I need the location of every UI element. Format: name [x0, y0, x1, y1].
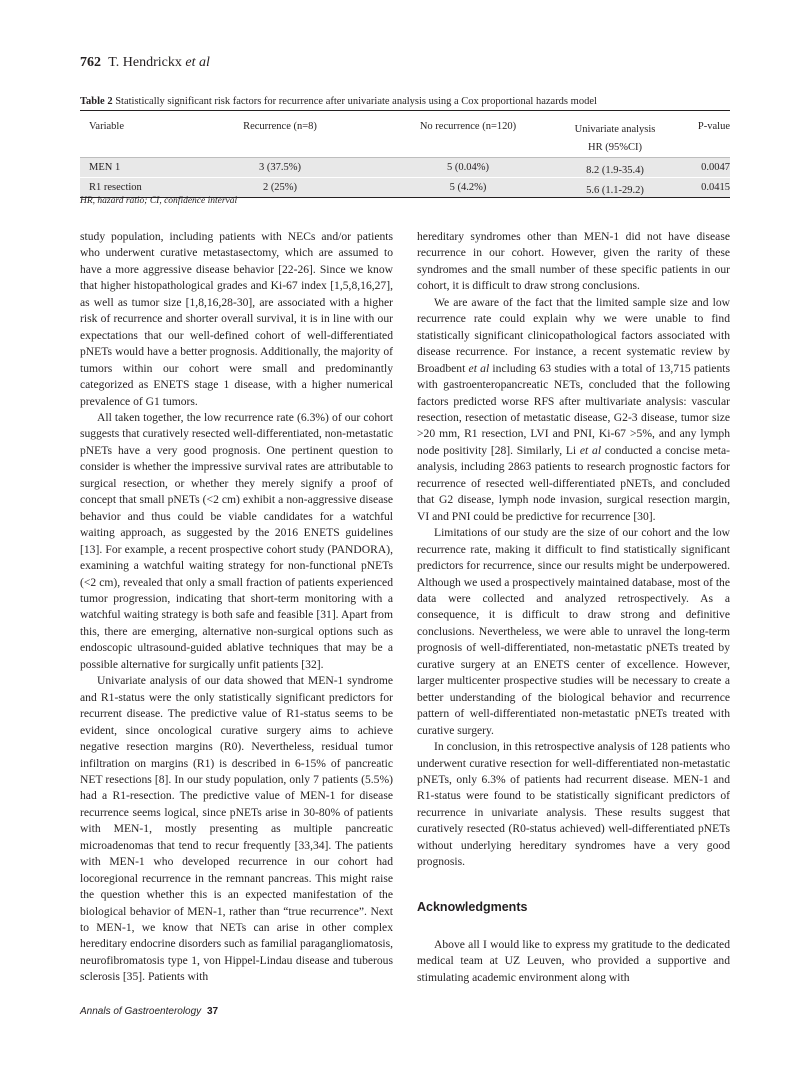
- body-paragraph: study population, including patients with NECs and/or patients who underwent curative metastasectomy, which are assumed to have a more aggressive disease behavior [22-26]. Since we know that higher histopathological grades and Ki-67 index [1,5,8,16,27], as well as tumor size [1,8,16,28-30], are associated with a higher risk of recurrence and shorter overall survival, it is in line with our expectations that our well-defined cohort of well-differentiated pNETs would have a better prognosis. Additionally, the majority of tumors within our cohort were small and predominantly categorized as ENETS stage 1 disease, with a higher numerical prevalence of G1 tumors.: [80, 230, 393, 408]
- cell-p-value: 0.0047: [701, 162, 730, 173]
- header-variable: Variable: [89, 121, 124, 132]
- table-caption: [80, 96, 730, 107]
- body-paragraph: Limitations of our study are the size of our cohort and the low recurrence rate, making it difficult to find statistically significant predictors for recurrence, since our results might be underpowered. Although we used a prospectively maintained database, most of the data were collected and analyzed retrospectively. As a consequence, it is difficult to draw strong and definitive conclusions. Nevertheless, we were able to unravel the long-term prognosis of well-differentiated, non-metastatic pNETs treated by curative surgery at an ENETS center of excellence. However, larger multicenter prospective studies will be necessary to create a better understanding of the biological behavior and recurrence pattern of well-differentiated non-metastatic pNETs treated with curative surgery.: [417, 526, 730, 737]
- cell-recurrence: 2 (25%): [262, 182, 298, 193]
- running-head: [80, 55, 210, 71]
- acknowledgments-body: Above all I would like to express my gratitude to the dedicated medical team at UZ Leuven, who provided a supportive and stimulating academic environment along with: [417, 938, 730, 984]
- et-al-italic: et al: [468, 361, 490, 375]
- authors-lead: T. Hendrickx: [108, 55, 182, 70]
- page-footer: [80, 1006, 218, 1017]
- paragraph-text: including 63 studies with a total of 13,715 patients with gastroenteropancreatic NETs, concluded that the following factors predicted worse RFS after multivariate analysis: vascular resection, resection of metastatic disease, G2-3 disease, tumor size >20 mm, R1 resection, LVI and PNI, Ki-67 >5%, and any lymph node positivity [28]. Similarly, Li: [417, 361, 730, 457]
- et-al-italic: et al: [579, 443, 602, 457]
- cell-p-value: 0.0415: [701, 182, 730, 193]
- cell-variable: R1 resection: [89, 182, 142, 193]
- paragraph-text: We are aware of the fact that the limited sample size and low recurrence rate could explain why we were unable to find statistically significant clinicopathological factors associated with disease recurrence. For instance, a recent systematic review by Broadbent: [417, 295, 730, 375]
- header-univariate-line2: HR (95%CI): [588, 142, 642, 153]
- header-no-recurrence: No recurrence (n=120): [419, 121, 517, 132]
- table-caption-label: Table 2: [80, 96, 113, 107]
- cell-no-recurrence: 5 (0.04%): [447, 162, 489, 173]
- cell-hr: 5.6 (1.1-29.2): [586, 185, 644, 196]
- acknowledgments-text: [417, 937, 730, 986]
- journal-name: Annals of Gastroenterology: [80, 1006, 202, 1017]
- paragraph-text: conducted a concise meta-analysis, including 2863 patients to research prognostic factors for recurrence of resected well-differentiated pNETs, and concluded that G2 disease, lymph node invasion, surgical resection margin, VI and PNI could be predictive for recurrence [30].: [417, 443, 730, 523]
- cell-recurrence: 3 (37.5%): [259, 162, 301, 173]
- body-paragraph: In conclusion, in this retrospective analysis of 128 patients who underwent curative resection for well-differentiated non-metastatic pNETs, only 6.3% of patients had recurrent disease. MEN-1 and R1-status were found to be statistically significant predictors of recurrence in univariate analysis. These results suggest that curatively resected (R0-status achieved) well-differentiated pNETs without underlying hereditary syndromes have a very good prognosis.: [417, 740, 730, 869]
- footer-page-number: 37: [206, 1006, 219, 1017]
- cell-variable: MEN 1: [89, 162, 121, 173]
- body-paragraph: [417, 295, 730, 525]
- header-p-value: P-value: [697, 121, 730, 132]
- header-recurrence: Recurrence (n=8): [243, 121, 317, 132]
- cell-no-recurrence: 5 (4.2%): [449, 182, 487, 193]
- authors-et-al: et al: [185, 55, 210, 70]
- body-paragraph: Univariate analysis of our data showed that MEN-1 syndrome and R1-status were the only statistically significant predictors for recurrent disease. The predictive value of R1-status seems to be evident, since oncological curative surgery aims to achieve negative resection margins (R0). Nevertheless, residual tumor infiltration on margins (R1) is described in 6-15% of pancreatic NET resections [8]. In our study population, only 7 patients (5.5%) had a R1-resection. The predictive value of MEN-1 for disease recurrence seems logical, since pNETs arise in 30-80% of patients with MEN-1, mostly presenting as multiple pancreatic microadenomas that tend to recur frequently [33,34]. The patients with MEN-1 who developed recurrence in our cohort had locoregional recurrence in the remnant pancreas. This might raise the question whether this is an expected manifestation of the biological behavior of MEN-1, rather than “true recurrence”. Next to MEN-1, we know that NETs can arise in other complex hereditary endocrine disorders such as familial paragangliomatosis, neurofibromatosis type 1, von Hippel-Lindau disease and tuberous sclerosis [35]. Patients with: [80, 674, 393, 984]
- left-column: [80, 229, 393, 986]
- page-number: 762: [80, 55, 101, 70]
- table-row: [80, 177, 730, 197]
- table-footnote: HR, hazard ratio; CI, confidence interval: [80, 196, 238, 206]
- body-paragraph: hereditary syndromes other than MEN-1 did not have disease recurrence in our cohort. However, given the rarity of these syndromes and the small number of these specific patients in our cohort, it is difficult to draw strong conclusions.: [417, 230, 730, 293]
- table-header-row: [80, 111, 730, 157]
- right-column: [417, 229, 730, 871]
- acknowledgments-heading: Acknowledgments: [417, 900, 528, 914]
- cell-hr: 8.2 (1.9-35.4): [586, 165, 644, 176]
- table-caption-text: Statistically significant risk factors for recurrence after univariate analysis using a Cox proportional hazards model: [115, 96, 597, 107]
- header-univariate-line1: Univariate analysis: [574, 124, 656, 135]
- table-row: [80, 157, 730, 177]
- risk-factor-table: [80, 110, 730, 198]
- body-paragraph: All taken together, the low recurrence rate (6.3%) of our cohort suggests that curatively resected well-differentiated, non-metastatic pNETs have a very good prognosis. One pertinent question to consider is whether the impressive survival rates are attributable to surgical resection, or whether they merely signify a proof of concept that small pNETs (<2 cm) exhibit a non-aggressive disease behavior and thus could be viable candidates for a watchful waiting approach, as suggested by the 2016 ENETS guidelines [13]. For example, a recent prospective cohort study (PANDORA), examining a watchful waiting strategy for non-functional pNETs (<2 cm), revealed that only a small fraction of patients experienced tumor progression, indicating that short-term monitoring with a watchful waiting strategy is both safe and feasible [31]. Apart from this, there are emerging, alternative non-surgical options such as endoscopic ultrasound-guided ablative techniques that may be a possible alternative for surgically unfit patients [32].: [80, 410, 393, 671]
